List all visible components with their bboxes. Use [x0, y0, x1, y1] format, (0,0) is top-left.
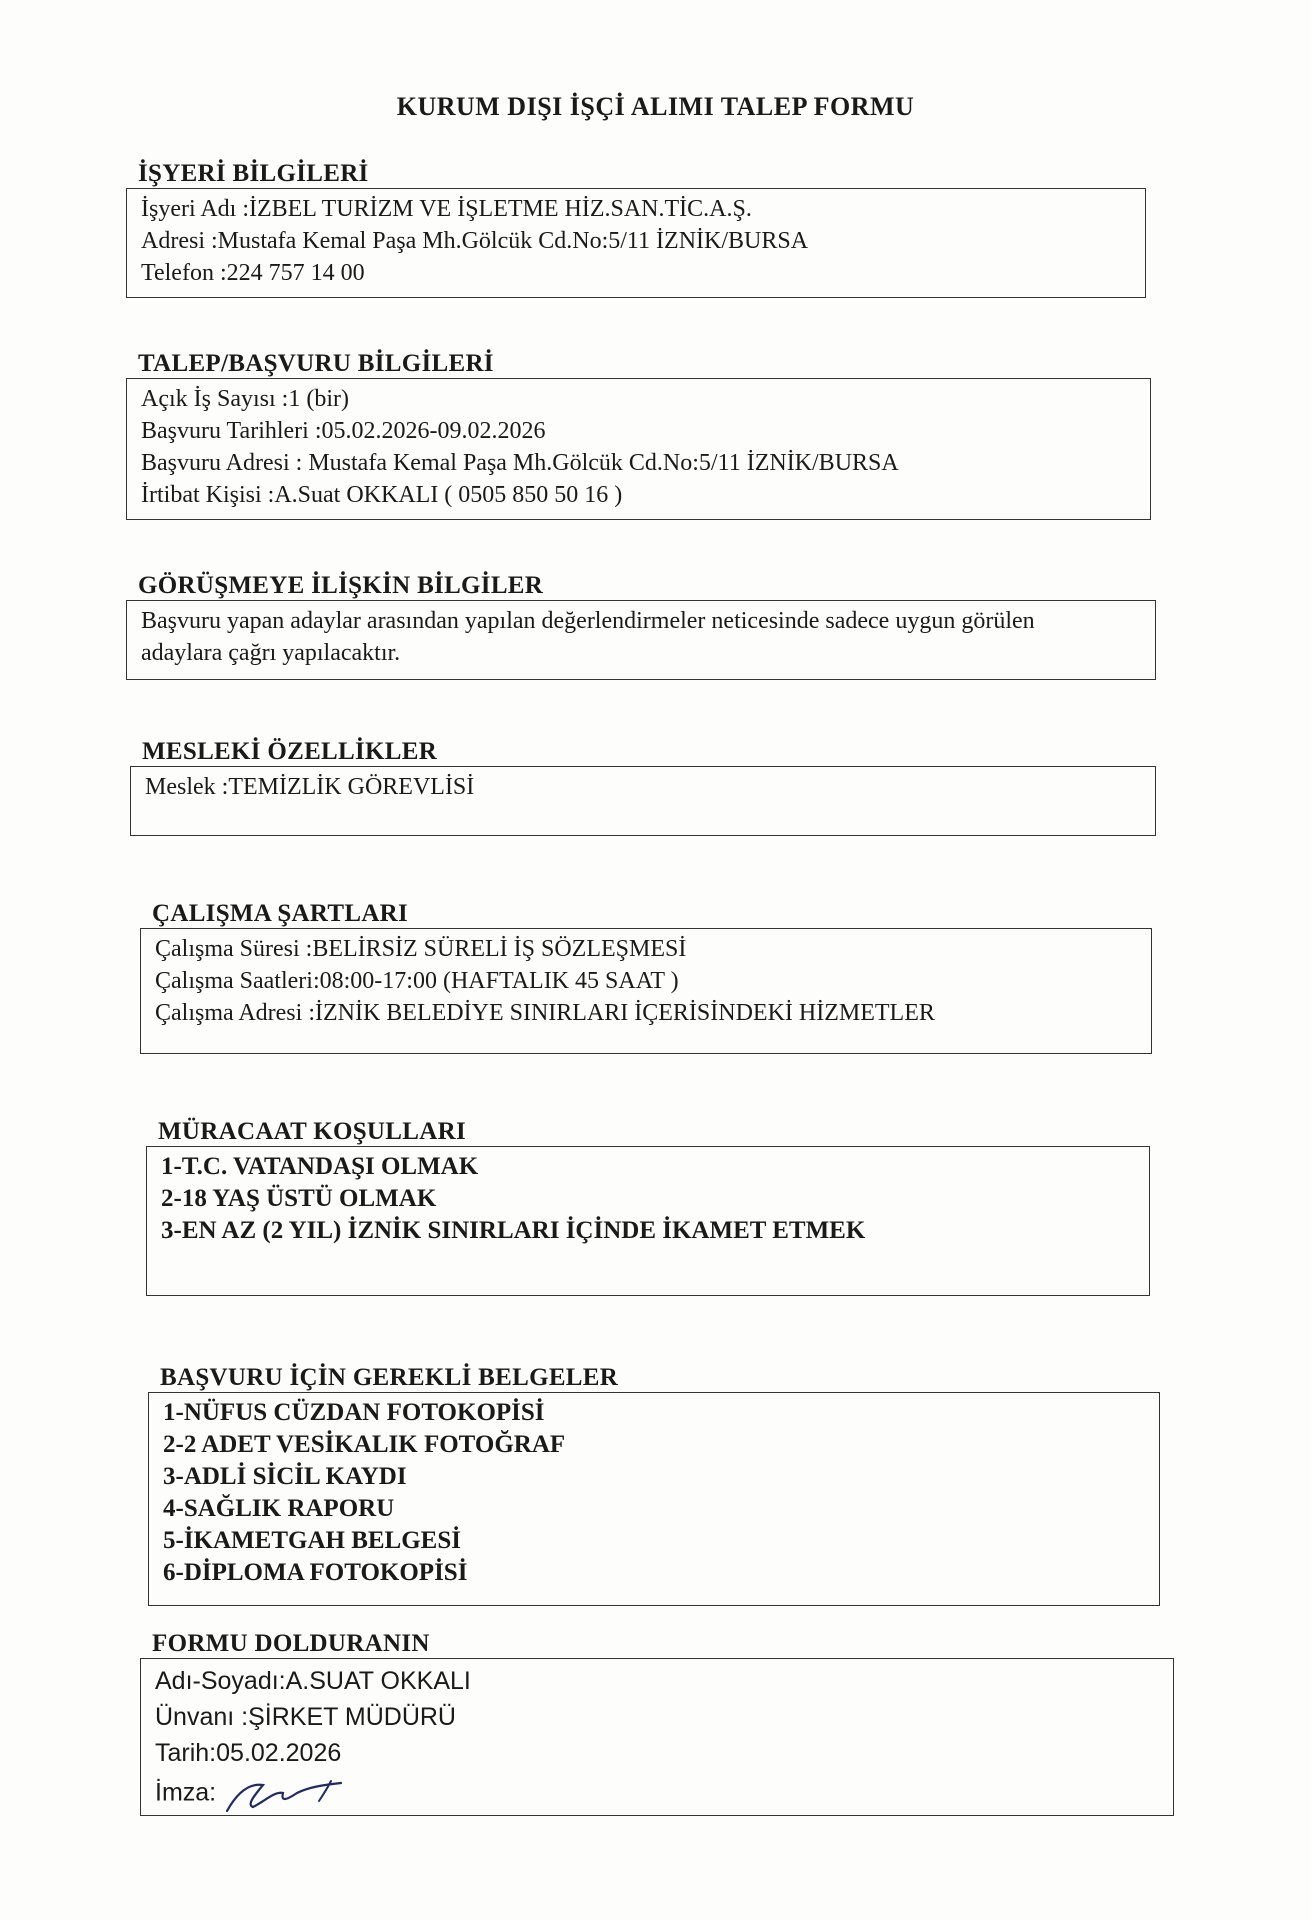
section-heading: ÇALIŞMA ŞARTLARI: [152, 900, 409, 927]
section-heading: MÜRACAAT KOŞULLARI: [158, 1118, 466, 1145]
section-required-documents: [148, 1364, 1160, 1606]
work-address: Çalışma Adresi :İZNİK BELEDİYE SINIRLARI İÇERİSİNDEKİ HİZMETLER: [155, 1000, 935, 1026]
signature-image: [223, 1771, 353, 1817]
document-item: 4-SAĞLIK RAPORU: [163, 1495, 395, 1522]
interview-box: [126, 600, 1156, 680]
open-positions: Açık İş Sayısı :1 (bir): [141, 386, 349, 412]
workplace-phone: Telefon :224 757 14 00: [141, 260, 365, 286]
document-item: 5-İKAMETGAH BELGESİ: [163, 1527, 461, 1554]
filler-name: Adı-Soyadı:A.SUAT OKKALI: [155, 1667, 471, 1695]
form-title: KURUM DIŞI İŞÇİ ALIMI TALEP FORMU: [396, 92, 915, 121]
workplace-address: Adresi :Mustafa Kemal Paşa Mh.Gölcük Cd.No:5/11 İZNİK/BURSA: [141, 228, 809, 254]
filler-title: Ünvanı :ŞİRKET MÜDÜRÜ: [155, 1703, 456, 1731]
requirements-box: [146, 1146, 1150, 1296]
filled-by-box: [140, 1658, 1174, 1816]
section-heading: FORMU DOLDURANIN: [152, 1630, 430, 1657]
document-item: 3-ADLİ SİCİL KAYDI: [163, 1463, 407, 1490]
application-address: Başvuru Adresi : Mustafa Kemal Paşa Mh.Gölcük Cd.No:5/11 İZNİK/BURSA: [141, 450, 899, 476]
section-heading: İŞYERİ BİLGİLERİ: [138, 160, 369, 187]
section-heading: GÖRÜŞMEYE İLİŞKİN BİLGİLER: [138, 572, 544, 599]
filler-date: Tarih:05.02.2026: [155, 1739, 342, 1767]
profession-value: Meslek :TEMİZLİK GÖREVLİSİ: [145, 774, 475, 800]
section-heading: TALEP/BAŞVURU BİLGİLERİ: [138, 350, 494, 377]
interview-text-line-2: adaylara çağrı yapılacaktır.: [141, 640, 401, 666]
section-heading: MESLEKİ ÖZELLİKLER: [142, 738, 438, 765]
section-profession: [130, 738, 1156, 836]
work-duration: Çalışma Süresi :BELİRSİZ SÜRELİ İŞ SÖZLEŞMESİ: [155, 936, 687, 962]
workplace-box: [126, 188, 1146, 298]
document-item: 2-2 ADET VESİKALIK FOTOĞRAF: [163, 1431, 566, 1458]
signature-row: [155, 1771, 1159, 1817]
section-working-conditions: [140, 900, 1152, 1054]
work-hours: Çalışma Saatleri:08:00-17:00 (HAFTALIK 45 SAAT ): [155, 968, 679, 994]
section-workplace: [126, 160, 1146, 298]
requirement-item: 3-EN AZ (2 YIL) İZNİK SINIRLARI İÇİNDE İKAMET ETMEK: [161, 1217, 866, 1244]
working-conditions-box: [140, 928, 1152, 1054]
application-box: [126, 378, 1151, 520]
section-requirements: [146, 1118, 1150, 1296]
section-filled-by: [140, 1630, 1174, 1816]
profession-box: [130, 766, 1156, 836]
requirement-item: 1-T.C. VATANDAŞI OLMAK: [161, 1153, 479, 1180]
section-interview: [126, 572, 1156, 680]
documents-box: [148, 1392, 1160, 1606]
interview-text-line-1: Başvuru yapan adaylar arasından yapılan değerlendirmeler neticesinde sadece uygun görülen: [141, 608, 1035, 634]
contact-person: İrtibat Kişisi :A.Suat OKKALI ( 0505 850 50 16 ): [141, 482, 623, 508]
signature-label: İmza:: [155, 1778, 217, 1807]
section-heading: BAŞVURU İÇİN GEREKLİ BELGELER: [160, 1364, 619, 1391]
document-item: 1-NÜFUS CÜZDAN FOTOKOPİSİ: [163, 1399, 545, 1426]
application-dates: Başvuru Tarihleri :05.02.2026-09.02.2026: [141, 418, 546, 444]
workplace-name: İşyeri Adı :İZBEL TURİZM VE İŞLETME HİZ.SAN.TİC.A.Ş.: [141, 196, 752, 222]
requirement-item: 2-18 YAŞ ÜSTÜ OLMAK: [161, 1185, 437, 1212]
document-item: 6-DİPLOMA FOTOKOPİSİ: [163, 1559, 468, 1586]
section-application: [126, 350, 1151, 520]
